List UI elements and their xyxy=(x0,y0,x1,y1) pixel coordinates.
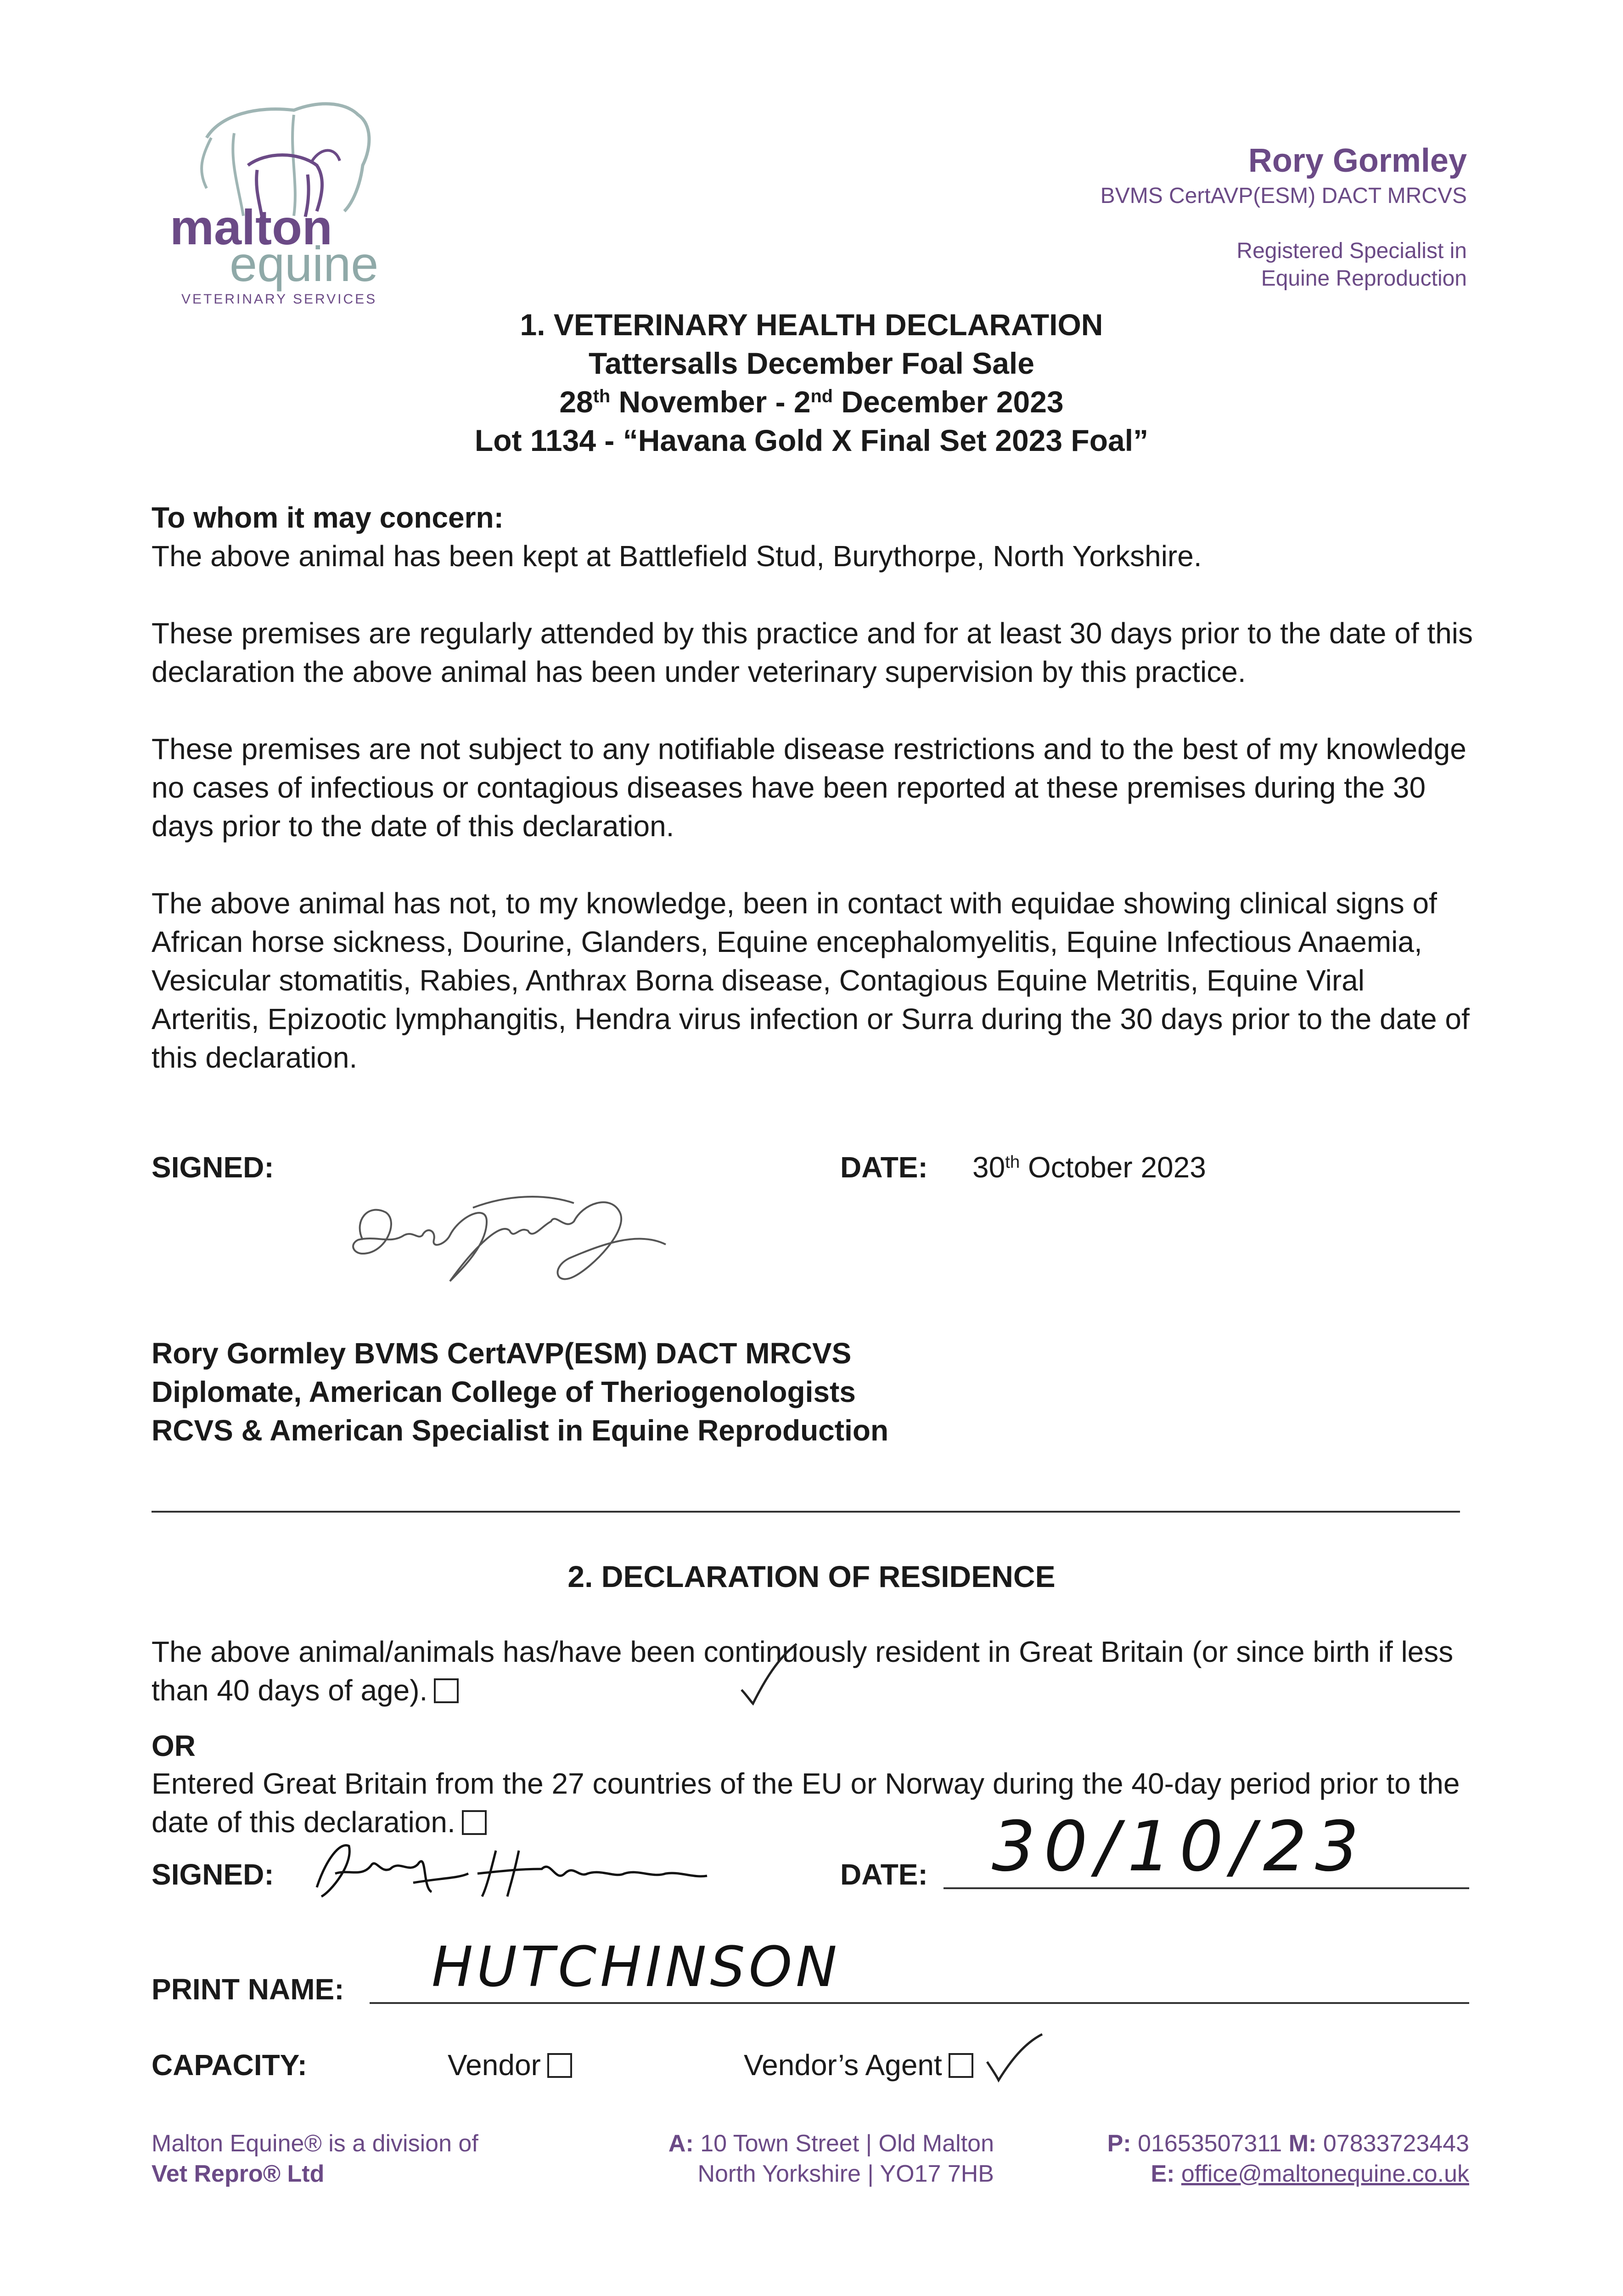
address-label: A: xyxy=(668,2130,694,2157)
vet-credentials xyxy=(152,1334,888,1450)
address-line1: 10 Town Street | Old Malton xyxy=(700,2130,994,2157)
vet-date-label: DATE: xyxy=(840,1151,928,1184)
para-contact: The above animal has not, to my knowledge, been in contact with equidae showing clinical signs of African horse sickness, Dourine, Glanders, Equine encephalomyelitis, Equine Infectious Anaemia, Vesicular stomatitis, Rabies, Anthrax Borna disease, Contagious Equine Metritis, Equine Viral Arteritis, Epizootic lymphangitis, Hendra virus infection or Surra during the 30 days prior to the date of this declaration. xyxy=(152,887,1470,1074)
logo-name-line1: malton xyxy=(170,199,333,255)
agent-signature-icon xyxy=(303,1832,771,1906)
print-name-label: PRINT NAME: xyxy=(152,1973,344,2006)
entered-checkbox[interactable] xyxy=(462,1810,487,1835)
header-contact xyxy=(1101,140,1467,293)
logo-tagline: VETERINARY SERVICES xyxy=(181,292,377,307)
logo xyxy=(161,96,399,308)
vet-credential-line2: Diplomate, American College of Theriogenologists xyxy=(152,1375,856,1408)
para-restrictions: These premises are not subject to any notifiable disease restrictions and to the best of my knowledge no cases of infectious or contagious diseases have been reported at these premises during the 30 days prior to the date of this declaration. xyxy=(152,732,1466,843)
print-name-line xyxy=(370,2002,1469,2004)
footer-contact: P: 01653507311 M: 07833723443 E: office@maltonequine.co.uk xyxy=(1107,2130,1469,2187)
lot-line: Lot 1134 - “Havana Gold X Final Set 2023 Foal” xyxy=(474,423,1149,457)
agent-date-label: DATE: xyxy=(840,1858,928,1891)
section1-title-block xyxy=(0,305,1623,460)
vet-credential-line1: Rory Gormley BVMS CertAVP(ESM) DACT MRCVS xyxy=(152,1337,852,1370)
phone-number[interactable]: 01653507311 xyxy=(1138,2130,1282,2157)
vet-signature-icon xyxy=(335,1176,675,1295)
agent-signed-label: SIGNED: xyxy=(152,1858,274,1891)
vet-name: Rory Gormley xyxy=(1248,142,1467,179)
vet-credential-line3: RCVS & American Specialist in Equine Reproduction xyxy=(152,1414,889,1447)
footer-address xyxy=(627,2128,994,2189)
or-label: OR xyxy=(152,1729,196,1762)
mobile-number[interactable]: 07833723443 xyxy=(1323,2130,1469,2157)
sale-name: Tattersalls December Foal Sale xyxy=(589,346,1034,380)
specialist-line1: Registered Specialist in xyxy=(1236,239,1467,263)
footer-division: Malton Equine® is a division of xyxy=(152,2130,478,2157)
vendor-option: Vendor xyxy=(448,2046,572,2084)
vendor-agent-checkbox[interactable] xyxy=(949,2053,973,2078)
para-premises: The above animal has been kept at Battlefield Stud, Burythorpe, North Yorkshire. xyxy=(152,540,1202,573)
para-supervision: These premises are regularly attended by this practice and for at least 30 days prior to the date of this declaration the above animal has been under veterinary supervision by this practice. xyxy=(152,617,1473,688)
agent-date-line xyxy=(943,1887,1469,1889)
vet-date-value: 30th October 2023 xyxy=(972,1151,1206,1184)
section2-title: 2. DECLARATION OF RESIDENCE xyxy=(567,1559,1056,1593)
logo-name-line2: equine xyxy=(230,236,379,292)
section1-body xyxy=(152,498,1474,1077)
handwritten-date: 30/10/23 xyxy=(992,1807,1367,1887)
vet-qualifications: BVMS CertAVP(ESM) DACT MRCVS xyxy=(1100,184,1467,208)
section1-title: 1. VETERINARY HEALTH DECLARATION xyxy=(520,308,1103,342)
capacity-label: CAPACITY: xyxy=(152,2048,307,2082)
specialist-line2: Equine Reproduction xyxy=(1261,266,1467,291)
footer-company-name: Vet Repro® Ltd xyxy=(152,2161,325,2187)
section-divider xyxy=(152,1511,1460,1513)
residence-para2: Entered Great Britain from the 27 countries of the EU or Norway during the 40-day period prior to the date of this declaration. xyxy=(152,1767,1460,1839)
vendor-checkbox[interactable] xyxy=(547,2053,572,2078)
vendor-agent-check-mark-icon xyxy=(978,2030,1047,2089)
address-line2: North Yorkshire | YO17 7HB xyxy=(697,2161,994,2187)
residence-para1: The above animal/animals has/have been continuously resident in Great Britain (or since birth if less than 40 days of age). xyxy=(152,1635,1454,1707)
vet-signed-label: SIGNED: xyxy=(152,1151,274,1184)
footer-company xyxy=(152,2128,478,2189)
email-link[interactable]: office@maltonequine.co.uk xyxy=(1181,2161,1469,2187)
resident-checkbox[interactable] xyxy=(434,1678,459,1703)
resident-check-mark-icon xyxy=(732,1639,801,1713)
sale-dates: 28th November - 2nd December 2023 xyxy=(559,385,1064,419)
handwritten-name: HUTCHINSON xyxy=(432,1936,841,1999)
vendor-agent-option: Vendor’s Agent xyxy=(744,2046,973,2084)
salutation: To whom it may concern: xyxy=(152,501,504,534)
